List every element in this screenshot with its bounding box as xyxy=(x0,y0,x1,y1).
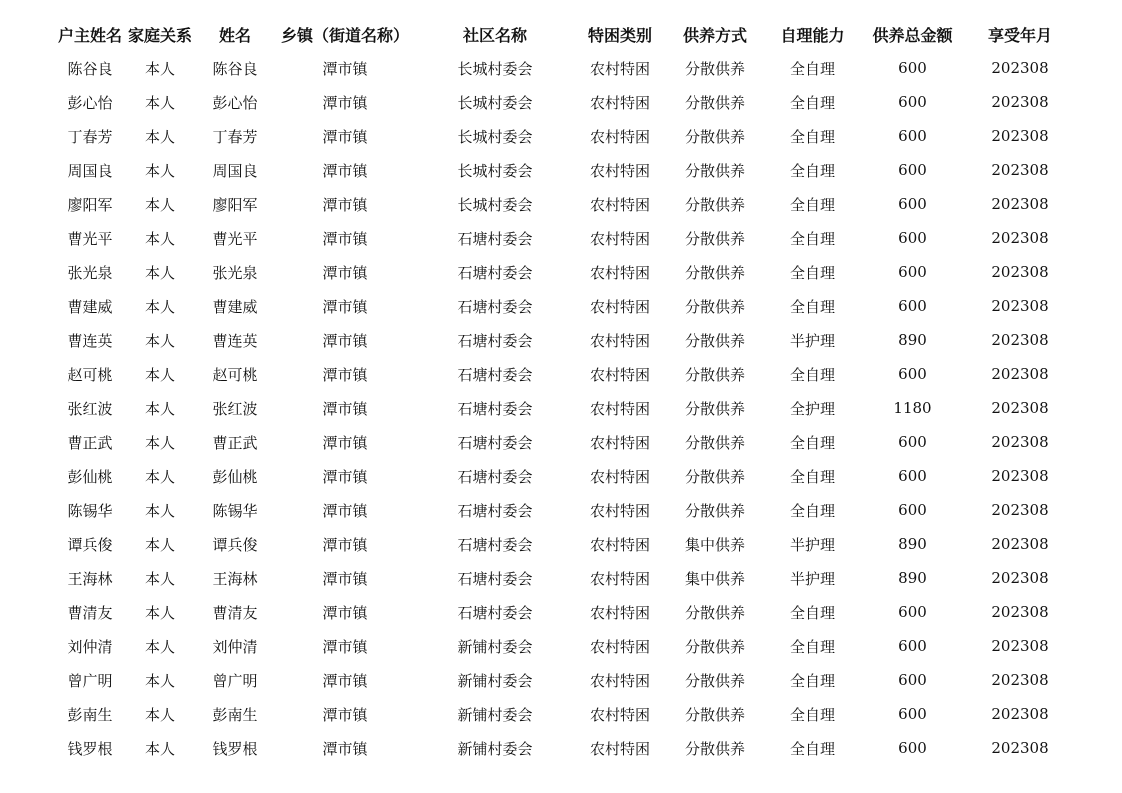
cell-householder-name: 陈谷良 xyxy=(67,59,113,78)
cell-category: 农村特困 xyxy=(589,501,650,520)
cell-month: 202308 xyxy=(991,467,1049,485)
table-row xyxy=(0,391,1122,425)
table-row xyxy=(0,187,1122,221)
margin-cell xyxy=(1075,289,1122,323)
cell-community: 石塘村委会 xyxy=(457,501,533,520)
cell-township: 潭市镇 xyxy=(322,127,368,146)
cell-community: 石塘村委会 xyxy=(457,433,533,452)
margin-cell xyxy=(1075,85,1122,119)
cell-community: 长城村委会 xyxy=(457,93,533,112)
cell-township: 潭市镇 xyxy=(322,637,368,656)
cell-category: 农村特困 xyxy=(589,263,650,282)
margin-cell xyxy=(0,731,55,765)
cell-name: 彭心怡 xyxy=(212,93,258,112)
cell-amount: 890 xyxy=(898,331,927,349)
cell-township: 潭市镇 xyxy=(322,501,368,520)
cell-householder-name: 谭兵俊 xyxy=(67,535,113,554)
cell-family-relation: 本人 xyxy=(144,671,175,690)
margin-cell xyxy=(1075,663,1122,697)
cell-township: 潭市镇 xyxy=(322,467,368,486)
cell-name: 钱罗根 xyxy=(212,739,258,758)
cell-category: 农村特困 xyxy=(589,365,650,384)
margin-cell xyxy=(0,17,55,51)
cell-month: 202308 xyxy=(991,195,1049,213)
cell-householder-name: 曾广明 xyxy=(67,671,113,690)
cell-name: 陈锡华 xyxy=(212,501,258,520)
margin-cell xyxy=(1075,357,1122,391)
cell-amount: 600 xyxy=(898,297,927,315)
cell-amount: 600 xyxy=(898,229,927,247)
cell-amount: 890 xyxy=(898,535,927,553)
cell-householder-name: 曹光平 xyxy=(67,229,113,248)
cell-amount: 600 xyxy=(898,127,927,145)
cell-month: 202308 xyxy=(991,59,1049,77)
cell-householder-name: 王海林 xyxy=(67,569,113,588)
cell-householder-name: 彭心怡 xyxy=(67,93,113,112)
cell-month: 202308 xyxy=(991,637,1049,655)
table-row xyxy=(0,493,1122,527)
cell-support-mode: 分散供养 xyxy=(684,637,745,656)
margin-cell xyxy=(0,493,55,527)
cell-householder-name: 刘仲清 xyxy=(67,637,113,656)
cell-township: 潭市镇 xyxy=(322,603,368,622)
margin-cell xyxy=(0,255,55,289)
cell-householder-name: 曹连英 xyxy=(67,331,113,350)
cell-category: 农村特困 xyxy=(589,195,650,214)
cell-support-mode: 分散供养 xyxy=(684,365,745,384)
cell-name: 曹连英 xyxy=(212,331,258,350)
table-row xyxy=(0,357,1122,391)
cell-township: 潭市镇 xyxy=(322,535,368,554)
cell-township: 潭市镇 xyxy=(322,433,368,452)
cell-township: 潭市镇 xyxy=(322,161,368,180)
cell-self-care: 全自理 xyxy=(789,297,835,316)
cell-township: 潭市镇 xyxy=(322,195,368,214)
cell-support-mode: 分散供养 xyxy=(684,671,745,690)
cell-month: 202308 xyxy=(991,433,1049,451)
cell-name: 曹建威 xyxy=(212,297,258,316)
cell-support-mode: 分散供养 xyxy=(684,297,745,316)
cell-month: 202308 xyxy=(991,569,1049,587)
table-row xyxy=(0,595,1122,629)
margin-cell xyxy=(0,697,55,731)
cell-category: 农村特困 xyxy=(589,161,650,180)
cell-month: 202308 xyxy=(991,671,1049,689)
table-row xyxy=(0,697,1122,731)
cell-support-mode: 集中供养 xyxy=(684,569,745,588)
cell-community: 长城村委会 xyxy=(457,59,533,78)
cell-category: 农村特困 xyxy=(589,705,650,724)
cell-name: 赵可桃 xyxy=(212,365,258,384)
margin-cell xyxy=(1075,187,1122,221)
cell-amount: 600 xyxy=(898,739,927,757)
cell-township: 潭市镇 xyxy=(322,93,368,112)
cell-support-mode: 分散供养 xyxy=(684,93,745,112)
cell-family-relation: 本人 xyxy=(144,467,175,486)
cell-category: 农村特困 xyxy=(589,93,650,112)
cell-category: 农村特困 xyxy=(589,535,650,554)
cell-self-care: 全自理 xyxy=(789,59,835,78)
cell-month: 202308 xyxy=(991,229,1049,247)
margin-cell xyxy=(0,425,55,459)
table-row xyxy=(0,323,1122,357)
cell-self-care: 全护理 xyxy=(789,399,835,418)
cell-month: 202308 xyxy=(991,331,1049,349)
cell-self-care: 全自理 xyxy=(789,433,835,452)
cell-community: 新铺村委会 xyxy=(457,637,533,656)
cell-amount: 600 xyxy=(898,161,927,179)
table-row xyxy=(0,153,1122,187)
cell-category: 农村特困 xyxy=(589,229,650,248)
cell-support-mode: 分散供养 xyxy=(684,739,745,758)
cell-family-relation: 本人 xyxy=(144,603,175,622)
cell-family-relation: 本人 xyxy=(144,161,175,180)
table-body xyxy=(0,51,1122,765)
cell-self-care: 全自理 xyxy=(789,705,835,724)
cell-category: 农村特困 xyxy=(589,399,650,418)
header-support-mode: 供养方式 xyxy=(682,25,747,45)
cell-name: 陈谷良 xyxy=(212,59,258,78)
margin-cell xyxy=(1075,425,1122,459)
table-row xyxy=(0,85,1122,119)
margin-cell xyxy=(1075,153,1122,187)
cell-self-care: 全自理 xyxy=(789,501,835,520)
cell-community: 长城村委会 xyxy=(457,127,533,146)
cell-township: 潭市镇 xyxy=(322,739,368,758)
cell-family-relation: 本人 xyxy=(144,535,175,554)
table-row xyxy=(0,459,1122,493)
table-row xyxy=(0,663,1122,697)
cell-householder-name: 钱罗根 xyxy=(67,739,113,758)
margin-cell xyxy=(0,289,55,323)
cell-township: 潭市镇 xyxy=(322,297,368,316)
cell-name: 曹光平 xyxy=(212,229,258,248)
cell-support-mode: 集中供养 xyxy=(684,535,745,554)
cell-householder-name: 彭仙桃 xyxy=(67,467,113,486)
table-row xyxy=(0,561,1122,595)
cell-self-care: 全自理 xyxy=(789,739,835,758)
cell-category: 农村特困 xyxy=(589,433,650,452)
cell-self-care: 半护理 xyxy=(789,535,835,554)
cell-self-care: 全自理 xyxy=(789,195,835,214)
cell-support-mode: 分散供养 xyxy=(684,399,745,418)
table-row xyxy=(0,425,1122,459)
cell-support-mode: 分散供养 xyxy=(684,467,745,486)
cell-self-care: 全自理 xyxy=(789,229,835,248)
cell-category: 农村特困 xyxy=(589,331,650,350)
cell-community: 石塘村委会 xyxy=(457,331,533,350)
margin-cell xyxy=(0,187,55,221)
margin-cell xyxy=(1075,221,1122,255)
cell-township: 潭市镇 xyxy=(322,399,368,418)
cell-self-care: 全自理 xyxy=(789,263,835,282)
cell-community: 新铺村委会 xyxy=(457,671,533,690)
cell-self-care: 半护理 xyxy=(789,331,835,350)
cell-amount: 600 xyxy=(898,93,927,111)
margin-cell xyxy=(0,459,55,493)
cell-self-care: 半护理 xyxy=(789,569,835,588)
cell-householder-name: 丁春芳 xyxy=(67,127,113,146)
cell-family-relation: 本人 xyxy=(144,263,175,282)
header-category: 特困类别 xyxy=(587,25,652,45)
cell-family-relation: 本人 xyxy=(144,195,175,214)
cell-support-mode: 分散供养 xyxy=(684,705,745,724)
cell-community: 新铺村委会 xyxy=(457,739,533,758)
table-row xyxy=(0,289,1122,323)
cell-name: 周国良 xyxy=(212,161,258,180)
header-month: 享受年月 xyxy=(987,25,1052,45)
cell-householder-name: 曹正武 xyxy=(67,433,113,452)
margin-cell xyxy=(1075,17,1122,51)
cell-township: 潭市镇 xyxy=(322,365,368,384)
margin-cell xyxy=(1075,391,1122,425)
cell-amount: 600 xyxy=(898,467,927,485)
cell-self-care: 全自理 xyxy=(789,365,835,384)
margin-cell xyxy=(0,323,55,357)
cell-category: 农村特困 xyxy=(589,569,650,588)
cell-amount: 600 xyxy=(898,671,927,689)
margin-cell xyxy=(1075,697,1122,731)
cell-community: 石塘村委会 xyxy=(457,297,533,316)
cell-family-relation: 本人 xyxy=(144,331,175,350)
cell-support-mode: 分散供养 xyxy=(684,127,745,146)
cell-month: 202308 xyxy=(991,365,1049,383)
cell-householder-name: 曹建威 xyxy=(67,297,113,316)
margin-cell xyxy=(1075,119,1122,153)
cell-family-relation: 本人 xyxy=(144,569,175,588)
cell-support-mode: 分散供养 xyxy=(684,161,745,180)
cell-family-relation: 本人 xyxy=(144,433,175,452)
cell-community: 长城村委会 xyxy=(457,161,533,180)
cell-township: 潭市镇 xyxy=(322,59,368,78)
cell-amount: 890 xyxy=(898,569,927,587)
cell-name: 王海林 xyxy=(212,569,258,588)
cell-amount: 600 xyxy=(898,365,927,383)
margin-cell xyxy=(1075,255,1122,289)
cell-community: 石塘村委会 xyxy=(457,569,533,588)
cell-amount: 600 xyxy=(898,705,927,723)
cell-family-relation: 本人 xyxy=(144,229,175,248)
cell-self-care: 全自理 xyxy=(789,161,835,180)
margin-cell xyxy=(0,595,55,629)
cell-category: 农村特困 xyxy=(589,297,650,316)
cell-township: 潭市镇 xyxy=(322,671,368,690)
cell-community: 石塘村委会 xyxy=(457,399,533,418)
margin-cell xyxy=(0,527,55,561)
cell-support-mode: 分散供养 xyxy=(684,433,745,452)
margin-cell xyxy=(1075,595,1122,629)
margin-cell xyxy=(1075,731,1122,765)
cell-category: 农村特困 xyxy=(589,739,650,758)
margin-cell xyxy=(0,153,55,187)
cell-self-care: 全自理 xyxy=(789,127,835,146)
relief-recipients-table xyxy=(0,17,1122,765)
table-row xyxy=(0,221,1122,255)
cell-self-care: 全自理 xyxy=(789,603,835,622)
margin-cell xyxy=(0,629,55,663)
cell-support-mode: 分散供养 xyxy=(684,59,745,78)
cell-name: 曹清友 xyxy=(212,603,258,622)
header-amount: 供养总金额 xyxy=(872,25,953,45)
margin-cell xyxy=(1075,51,1122,85)
cell-householder-name: 廖阳军 xyxy=(67,195,113,214)
cell-township: 潭市镇 xyxy=(322,705,368,724)
cell-name: 张光泉 xyxy=(212,263,258,282)
cell-householder-name: 张光泉 xyxy=(67,263,113,282)
cell-support-mode: 分散供养 xyxy=(684,331,745,350)
cell-family-relation: 本人 xyxy=(144,93,175,112)
margin-cell xyxy=(1075,459,1122,493)
header-township: 乡镇（街道名称） xyxy=(280,25,409,45)
cell-amount: 600 xyxy=(898,195,927,213)
table-row xyxy=(0,51,1122,85)
header-community: 社区名称 xyxy=(462,25,527,45)
header-self-care: 自理能力 xyxy=(780,25,845,45)
cell-community: 石塘村委会 xyxy=(457,603,533,622)
cell-self-care: 全自理 xyxy=(789,93,835,112)
cell-category: 农村特困 xyxy=(589,127,650,146)
cell-name: 曾广明 xyxy=(212,671,258,690)
cell-self-care: 全自理 xyxy=(789,637,835,656)
cell-amount: 1180 xyxy=(893,399,932,417)
cell-family-relation: 本人 xyxy=(144,705,175,724)
header-family-relation: 家庭关系 xyxy=(127,25,192,45)
cell-month: 202308 xyxy=(991,297,1049,315)
cell-family-relation: 本人 xyxy=(144,637,175,656)
header-householder-name: 户主姓名 xyxy=(57,25,122,45)
cell-month: 202308 xyxy=(991,705,1049,723)
cell-month: 202308 xyxy=(991,127,1049,145)
margin-cell xyxy=(1075,561,1122,595)
cell-category: 农村特困 xyxy=(589,59,650,78)
cell-self-care: 全自理 xyxy=(789,467,835,486)
cell-community: 新铺村委会 xyxy=(457,705,533,724)
cell-month: 202308 xyxy=(991,603,1049,621)
cell-township: 潭市镇 xyxy=(322,569,368,588)
cell-month: 202308 xyxy=(991,739,1049,757)
table-row xyxy=(0,119,1122,153)
cell-month: 202308 xyxy=(991,263,1049,281)
table-row xyxy=(0,731,1122,765)
cell-category: 农村特困 xyxy=(589,671,650,690)
margin-cell xyxy=(0,51,55,85)
cell-support-mode: 分散供养 xyxy=(684,603,745,622)
cell-name: 曹正武 xyxy=(212,433,258,452)
margin-cell xyxy=(0,561,55,595)
cell-support-mode: 分散供养 xyxy=(684,501,745,520)
cell-name: 刘仲清 xyxy=(212,637,258,656)
cell-householder-name: 周国良 xyxy=(67,161,113,180)
cell-community: 石塘村委会 xyxy=(457,535,533,554)
cell-support-mode: 分散供养 xyxy=(684,229,745,248)
cell-community: 石塘村委会 xyxy=(457,229,533,248)
cell-family-relation: 本人 xyxy=(144,399,175,418)
cell-amount: 600 xyxy=(898,603,927,621)
margin-cell xyxy=(0,119,55,153)
cell-name: 丁春芳 xyxy=(212,127,258,146)
cell-householder-name: 张红波 xyxy=(67,399,113,418)
cell-township: 潭市镇 xyxy=(322,263,368,282)
cell-community: 石塘村委会 xyxy=(457,263,533,282)
cell-family-relation: 本人 xyxy=(144,127,175,146)
cell-family-relation: 本人 xyxy=(144,297,175,316)
cell-community: 长城村委会 xyxy=(457,195,533,214)
margin-cell xyxy=(1075,493,1122,527)
cell-amount: 600 xyxy=(898,263,927,281)
cell-month: 202308 xyxy=(991,93,1049,111)
cell-category: 农村特困 xyxy=(589,637,650,656)
margin-cell xyxy=(0,357,55,391)
cell-householder-name: 赵可桃 xyxy=(67,365,113,384)
cell-category: 农村特困 xyxy=(589,467,650,486)
table-header-row xyxy=(0,17,1122,51)
cell-community: 石塘村委会 xyxy=(457,365,533,384)
margin-cell xyxy=(0,663,55,697)
cell-family-relation: 本人 xyxy=(144,59,175,78)
cell-householder-name: 彭南生 xyxy=(67,705,113,724)
cell-family-relation: 本人 xyxy=(144,365,175,384)
cell-name: 谭兵俊 xyxy=(212,535,258,554)
cell-name: 廖阳军 xyxy=(212,195,258,214)
table-row xyxy=(0,255,1122,289)
margin-cell xyxy=(1075,629,1122,663)
cell-name: 彭仙桃 xyxy=(212,467,258,486)
cell-month: 202308 xyxy=(991,161,1049,179)
cell-support-mode: 分散供养 xyxy=(684,263,745,282)
cell-householder-name: 陈锡华 xyxy=(67,501,113,520)
cell-support-mode: 分散供养 xyxy=(684,195,745,214)
margin-cell xyxy=(0,391,55,425)
cell-township: 潭市镇 xyxy=(322,229,368,248)
header-name: 姓名 xyxy=(218,25,251,45)
table-row xyxy=(0,629,1122,663)
cell-name: 彭南生 xyxy=(212,705,258,724)
cell-family-relation: 本人 xyxy=(144,501,175,520)
cell-category: 农村特困 xyxy=(589,603,650,622)
cell-month: 202308 xyxy=(991,501,1049,519)
cell-amount: 600 xyxy=(898,433,927,451)
cell-amount: 600 xyxy=(898,59,927,77)
cell-family-relation: 本人 xyxy=(144,739,175,758)
cell-community: 石塘村委会 xyxy=(457,467,533,486)
cell-amount: 600 xyxy=(898,637,927,655)
cell-householder-name: 曹清友 xyxy=(67,603,113,622)
margin-cell xyxy=(0,221,55,255)
margin-cell xyxy=(1075,323,1122,357)
cell-month: 202308 xyxy=(991,535,1049,553)
cell-amount: 600 xyxy=(898,501,927,519)
cell-self-care: 全自理 xyxy=(789,671,835,690)
cell-township: 潭市镇 xyxy=(322,331,368,350)
cell-month: 202308 xyxy=(991,399,1049,417)
table-row xyxy=(0,527,1122,561)
margin-cell xyxy=(0,85,55,119)
margin-cell xyxy=(1075,527,1122,561)
cell-name: 张红波 xyxy=(212,399,258,418)
